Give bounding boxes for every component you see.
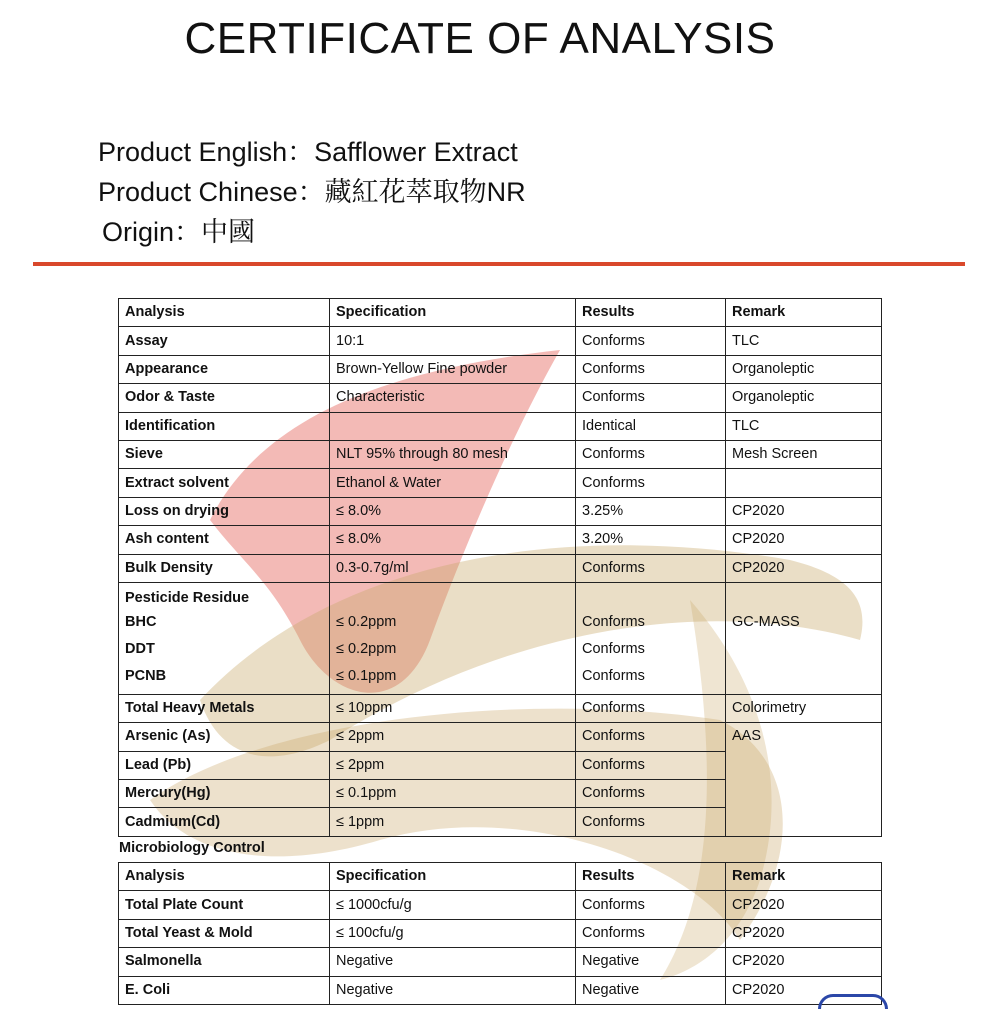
table-row <box>119 355 882 383</box>
origin-value: 中國 <box>201 217 256 247</box>
analysis-cell: E. Coli <box>119 976 330 1004</box>
pesticide-item-label: BHC <box>125 613 157 630</box>
specification-cell: ≤ 0.1ppm <box>330 780 576 808</box>
result-cell: Negative <box>576 948 726 976</box>
result-cell: Conforms <box>576 891 726 919</box>
remark-cell <box>726 469 882 497</box>
specification-cell: Characteristic <box>330 384 576 412</box>
remark-cell: TLC <box>726 327 882 355</box>
product-chinese-label: Product Chinese： <box>98 177 325 207</box>
header-analysis: Analysis <box>119 863 330 891</box>
analysis-cell: Arsenic (As) <box>119 723 330 751</box>
header-remark: Remark <box>726 299 882 327</box>
product-info <box>98 132 526 252</box>
pesticide-item-result: Conforms <box>582 613 645 630</box>
analysis-cell: Loss on drying <box>119 497 330 525</box>
analysis-cell: Total Heavy Metals <box>119 694 330 722</box>
product-english-line <box>98 132 526 172</box>
analysis-cell: Total Plate Count <box>119 891 330 919</box>
analysis-cell: Sieve <box>119 440 330 468</box>
pesticide-item-spec: ≤ 0.1ppm <box>336 667 397 684</box>
analysis-cell: Cadmium(Cd) <box>119 808 330 836</box>
specification-cell: ≤ 1000cfu/g <box>330 891 576 919</box>
pesticide-item-label: DDT <box>125 640 155 657</box>
origin-line <box>98 212 526 252</box>
analysis-cell: Lead (Pb) <box>119 751 330 779</box>
result-cell: 3.20% <box>576 526 726 554</box>
specification-cell: Brown-Yellow Fine powder <box>330 355 576 383</box>
analysis-table <box>118 298 882 837</box>
analysis-cell: Appearance <box>119 355 330 383</box>
remark-cell: CP2020 <box>726 554 882 582</box>
pesticide-item-spec: ≤ 0.2ppm <box>336 640 397 657</box>
table-row <box>119 919 882 947</box>
remark-cell: Organoleptic <box>726 355 882 383</box>
origin-label: Origin： <box>102 217 202 247</box>
specification-cell: Ethanol & Water <box>330 469 576 497</box>
document-title: CERTIFICATE OF ANALYSIS <box>184 14 776 63</box>
specification-cell: 10:1 <box>330 327 576 355</box>
result-cell: Identical <box>576 412 726 440</box>
remark-cell: CP2020 <box>726 497 882 525</box>
pesticide-analysis-cell <box>119 582 330 694</box>
result-cell: Conforms <box>576 808 726 836</box>
pesticide-specification-cell <box>330 582 576 694</box>
microbiology-table-header <box>119 863 882 891</box>
table-row <box>119 526 882 554</box>
result-cell: Conforms <box>576 723 726 751</box>
analysis-cell: Ash content <box>119 526 330 554</box>
pesticide-residue-row <box>119 582 882 694</box>
remark-cell: Colorimetry <box>726 694 882 722</box>
analysis-cell: Total Yeast & Mold <box>119 919 330 947</box>
specification-cell: ≤ 2ppm <box>330 751 576 779</box>
table-row <box>119 412 882 440</box>
microbiology-control-title: Microbiology Control <box>119 840 265 856</box>
analysis-cell: Assay <box>119 327 330 355</box>
pesticide-heading: Pesticide Residue <box>125 589 250 606</box>
table-row <box>119 694 882 722</box>
pesticide-item-result: Conforms <box>582 667 645 684</box>
result-cell: Conforms <box>576 355 726 383</box>
remark-cell: CP2020 <box>726 948 882 976</box>
result-cell: Conforms <box>576 440 726 468</box>
specification-cell: ≤ 8.0% <box>330 526 576 554</box>
table-row <box>119 469 882 497</box>
header-specification: Specification <box>330 863 576 891</box>
pesticide-item-label: PCNB <box>125 667 167 684</box>
header-results: Results <box>576 863 726 891</box>
result-cell: Conforms <box>576 751 726 779</box>
result-cell: Conforms <box>576 384 726 412</box>
result-cell: Conforms <box>576 694 726 722</box>
stamp-seal <box>818 994 888 1009</box>
specification-cell <box>330 412 576 440</box>
specification-cell: ≤ 100cfu/g <box>330 919 576 947</box>
table-row <box>119 948 882 976</box>
analysis-cell: Identification <box>119 412 330 440</box>
remark-cell: CP2020 <box>726 891 882 919</box>
analysis-cell: Extract solvent <box>119 469 330 497</box>
product-english-label: Product English： <box>98 137 315 167</box>
table-row <box>119 497 882 525</box>
product-english-value: Safflower Extract <box>314 137 518 167</box>
pesticide-remark: GC-MASS <box>732 613 800 630</box>
remark-cell: CP2020 <box>726 526 882 554</box>
specification-cell: Negative <box>330 976 576 1004</box>
specification-cell: ≤ 2ppm <box>330 723 576 751</box>
analysis-cell: Mercury(Hg) <box>119 780 330 808</box>
analysis-cell: Salmonella <box>119 948 330 976</box>
analysis-table-header <box>119 299 882 327</box>
table-row <box>119 976 882 1004</box>
analysis-cell: Odor & Taste <box>119 384 330 412</box>
result-cell: Negative <box>576 976 726 1004</box>
result-cell: Conforms <box>576 919 726 947</box>
specification-cell: Negative <box>330 948 576 976</box>
result-cell: Conforms <box>576 780 726 808</box>
table-row <box>119 440 882 468</box>
result-cell: Conforms <box>576 469 726 497</box>
specification-cell: 0.3-0.7g/ml <box>330 554 576 582</box>
product-chinese-value: 藏紅花萃取物NR <box>324 177 526 207</box>
table-row <box>119 554 882 582</box>
result-cell: Conforms <box>576 327 726 355</box>
remark-cell: CP2020 <box>726 919 882 947</box>
pesticide-item-result: Conforms <box>582 640 645 657</box>
remark-cell: Organoleptic <box>726 384 882 412</box>
table-row <box>119 384 882 412</box>
header-results: Results <box>576 299 726 327</box>
remark-cell: Mesh Screen <box>726 440 882 468</box>
pesticide-remark-cell <box>726 582 882 694</box>
result-cell: Conforms <box>576 554 726 582</box>
metals-remark-cell: AAS <box>726 723 882 837</box>
remark-cell: TLC <box>726 412 882 440</box>
header-divider <box>33 262 965 266</box>
microbiology-table <box>118 862 882 1005</box>
specification-cell: ≤ 10ppm <box>330 694 576 722</box>
table-row <box>119 723 882 751</box>
table-row <box>119 891 882 919</box>
specification-cell: ≤ 1ppm <box>330 808 576 836</box>
specification-cell: NLT 95% through 80 mesh <box>330 440 576 468</box>
analysis-cell: Bulk Density <box>119 554 330 582</box>
table-row <box>119 327 882 355</box>
pesticide-item-spec: ≤ 0.2ppm <box>336 613 397 630</box>
header-remark: Remark <box>726 863 882 891</box>
remark-cell: CP2020 <box>726 976 882 1004</box>
product-chinese-line <box>98 172 526 212</box>
result-cell: 3.25% <box>576 497 726 525</box>
pesticide-result-cell <box>576 582 726 694</box>
header-specification: Specification <box>330 299 576 327</box>
header-analysis: Analysis <box>119 299 330 327</box>
specification-cell: ≤ 8.0% <box>330 497 576 525</box>
